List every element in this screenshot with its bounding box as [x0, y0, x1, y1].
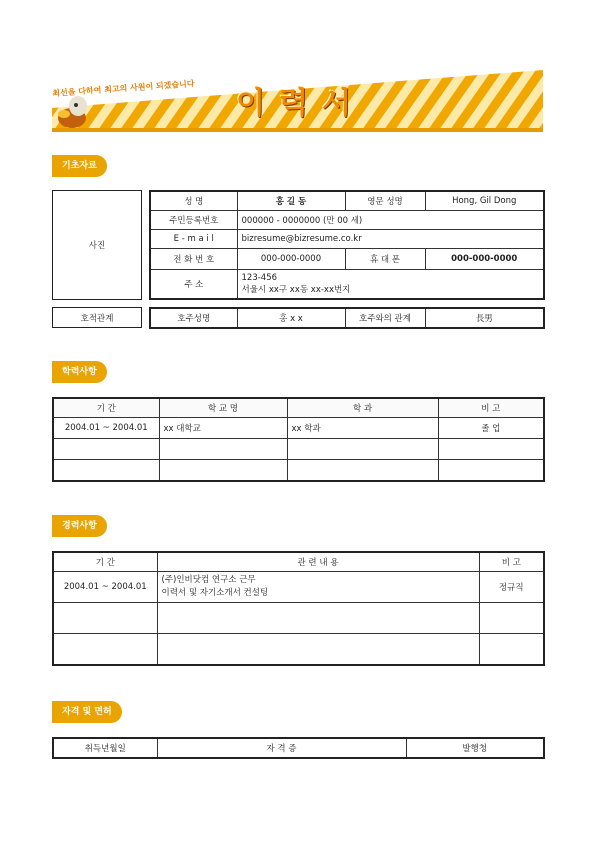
edu-header-major: 학 과 [287, 398, 438, 418]
career-table [52, 551, 545, 666]
eng-name-label: 영문 성명 [345, 191, 425, 211]
address-label: 주 소 [150, 270, 237, 300]
license-header-cert: 자 격 증 [157, 738, 406, 758]
career-content [157, 572, 479, 603]
section-license-label: 자격 및 면허 [52, 701, 122, 723]
section-education-label: 학력사항 [52, 361, 107, 383]
name-label: 성 명 [150, 191, 237, 211]
career-line-1: (주)인비닷컴 연구소 근무 [161, 575, 256, 585]
license-header-issuer: 발행청 [406, 738, 544, 758]
education-table [52, 397, 545, 482]
table-row [53, 603, 544, 634]
license-table [52, 737, 545, 759]
name-value: 홍 길 동 [237, 191, 345, 211]
household-head-name: 홍 x x [237, 308, 345, 328]
family-relation-label: 호적관계 [52, 307, 142, 328]
career-line-2: 이력서 및 자기소개서 컨설팅 [161, 588, 269, 598]
email-value: bizresume@bizresume.co.kr [237, 230, 544, 249]
table-row [53, 572, 544, 603]
career-note: 정규직 [479, 572, 544, 603]
edu-school: xx 대학교 [159, 418, 287, 439]
career-header-note: 비 고 [479, 552, 544, 572]
career-header-content: 관 련 내 용 [157, 552, 479, 572]
section-basic-label: 기초자료 [52, 155, 107, 177]
career-header-period: 기 간 [53, 552, 157, 572]
edu-header-note: 비 고 [438, 398, 544, 418]
mascot-icon [58, 96, 87, 128]
id-label: 주민등록번호 [150, 211, 237, 230]
license-header-date: 취득년월일 [53, 738, 157, 758]
slogan-text: 최선을 다하여 최고의 사원이 되겠습니다 [52, 79, 195, 98]
edu-period: 2004.01 ~ 2004.01 [53, 418, 159, 439]
edu-major: xx 학과 [287, 418, 438, 439]
edu-note: 졸 업 [438, 418, 544, 439]
mobile-label: 휴 대 폰 [345, 249, 425, 270]
page-title: 이력서 [236, 86, 365, 121]
table-row [53, 634, 544, 666]
phone-label: 전 화 번 호 [150, 249, 237, 270]
phone-value: 000-000-0000 [237, 249, 345, 270]
basic-info-table [149, 190, 545, 300]
mobile-value: 000-000-0000 [425, 249, 544, 270]
eng-name-value: Hong, Gil Dong [425, 191, 544, 211]
household-head-label: 호주성명 [150, 308, 237, 328]
relation-label: 호주와의 관계 [345, 308, 425, 328]
address-zip: 123-456 [241, 273, 278, 283]
table-row [53, 460, 544, 481]
address-street: 서울시 xx구 xx동 xx-xx번지 [241, 285, 351, 295]
family-table [149, 307, 545, 329]
id-value: 000000 - 0000000 (만 00 세) [237, 211, 544, 230]
address-value [237, 270, 544, 300]
section-career-label: 경력사항 [52, 515, 107, 537]
edu-header-period: 기 간 [53, 398, 159, 418]
relation-value: 長男 [425, 308, 544, 328]
career-period: 2004.01 ~ 2004.01 [53, 572, 157, 603]
photo-placeholder[interactable]: 사진 [52, 190, 142, 300]
edu-header-school: 학 교 명 [159, 398, 287, 418]
table-row [53, 418, 544, 439]
table-row [53, 439, 544, 460]
email-label: E - m a i l [150, 230, 237, 249]
